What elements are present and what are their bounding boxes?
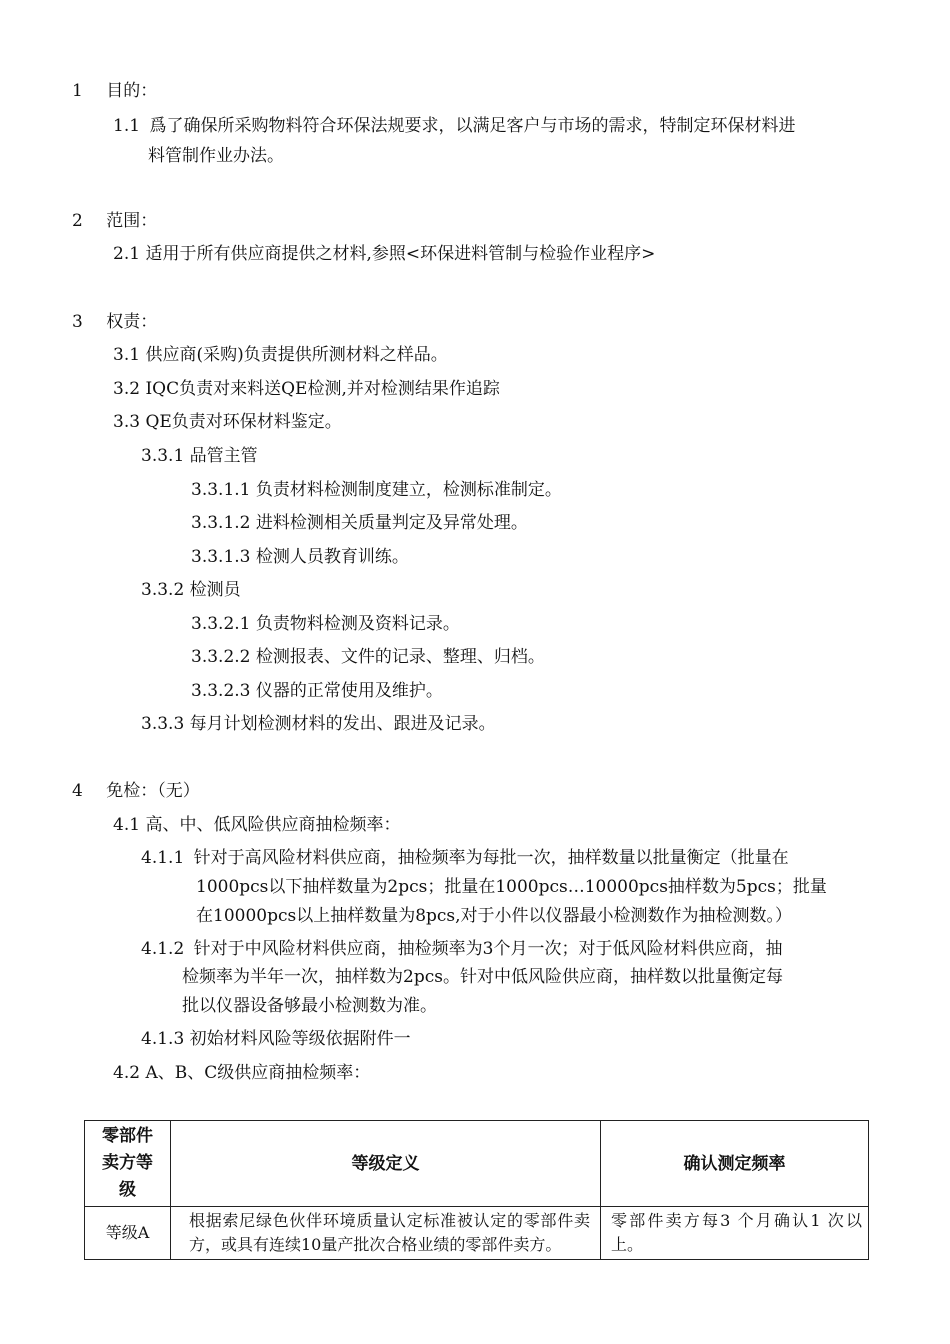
section-title: 权责：	[106, 312, 158, 332]
section-title: 免检：（无）	[106, 781, 200, 801]
section-title: 范围：	[106, 211, 158, 231]
item-3-3-3: 3.3.3 每月计划检测材料的发出、跟进及记录。	[141, 714, 496, 734]
cell-grade: 等级A	[85, 1207, 171, 1260]
item-3-2: 3.2 IQC负责对来料送QE检测,并对检测结果作追踪	[113, 379, 500, 399]
header-check-frequency: 确认测定频率	[601, 1121, 869, 1207]
header-line: 卖方等	[102, 1153, 153, 1173]
section-number: 3	[72, 312, 83, 332]
section-number: 1	[72, 81, 83, 101]
header-line: 零部件	[102, 1126, 153, 1146]
item-4-1: 4.1 高、中、低风险供应商抽检频率：	[113, 815, 401, 835]
item-4-1-2	[141, 934, 783, 964]
item-3-3-1-2: 3.3.1.2 进料检测相关质量判定及异常处理。	[191, 513, 528, 533]
section-title: 目的：	[106, 81, 158, 101]
item-text: 爲了确保所采购物料符合环保法规要求，以满足客户与市场的需求，特制定环保材料进	[149, 116, 796, 136]
item-3-1: 3.1 供应商(采购)负责提供所测材料之样品。	[113, 345, 448, 365]
item-1-1-continuation: 料管制作业办法。	[148, 146, 284, 166]
item-4-1-1-line-2: 1000pcs以下抽样数量为2pcs；批量在1000pcs…10000pcs抽样数为5pcs；批量	[196, 877, 827, 897]
header-grade-definition: 等级定义	[171, 1121, 601, 1207]
header-supplier-grade	[85, 1121, 171, 1207]
item-4-2: 4.2 A、B、C级供应商抽检频率：	[113, 1063, 371, 1083]
item-3-3-2-3: 3.3.2.3 仪器的正常使用及维护。	[191, 681, 443, 701]
cell-frequency: 零部件卖方每3 个月确认1 次以上。	[601, 1207, 869, 1260]
item-number: 4.1.2	[141, 939, 185, 959]
section-1-heading	[72, 76, 157, 106]
item-3-3-1-3: 3.3.1.3 检测人员教育训练。	[191, 547, 409, 567]
item-4-1-1	[141, 843, 789, 873]
section-4-heading	[72, 776, 200, 806]
item-text: 针对于高风险材料供应商，抽检频率为每批一次，抽样数量以批量衡定（批量在	[193, 848, 789, 868]
item-1-1	[113, 111, 795, 141]
header-line: 级	[119, 1180, 136, 1200]
item-number: 4.1.1	[141, 848, 185, 868]
item-4-1-3: 4.1.3 初始材料风险等级依据附件一	[141, 1029, 411, 1049]
item-text: 针对于中风险材料供应商，抽检频率为3个月一次；对于低风险材料供应商，抽	[193, 939, 783, 959]
cell-definition: 根据索尼绿色伙伴环境质量认定标准被认定的零部件卖方，或具有连续10量产批次合格业绩的零部件卖方。	[171, 1207, 601, 1260]
item-4-1-1-line-3: 在10000pcs以上抽样数量为8pcs,对于小件以仪器最小检测数作为抽检测数。）	[196, 906, 793, 926]
section-3-heading	[72, 307, 157, 337]
item-number: 1.1	[113, 116, 141, 136]
table-row	[85, 1207, 869, 1260]
item-2-1: 2.1 适用于所有供应商提供之材料,参照<环保进料管制与检验作业程序>	[113, 244, 656, 264]
item-3-3-2-1: 3.3.2.1 负责物料检测及资料记录。	[191, 614, 460, 634]
item-3-3-2: 3.3.2 检测员	[141, 580, 241, 600]
item-4-1-2-line-3: 批以仪器设备够最小检测数为准。	[182, 996, 437, 1016]
section-2-heading	[72, 206, 157, 236]
item-3-3-1-1: 3.3.1.1 负责材料检测制度建立，检测标准制定。	[191, 480, 562, 500]
item-3-3-2-2: 3.3.2.2 检测报表、文件的记录、整理、归档。	[191, 647, 545, 667]
item-3-3-1: 3.3.1 品管主管	[141, 446, 258, 466]
section-number: 4	[72, 781, 83, 801]
item-4-1-2-line-2: 检频率为半年一次，抽样数为2pcs。针对中低风险供应商，抽样数以批量衡定每	[182, 967, 783, 987]
supplier-grade-table	[84, 1120, 869, 1260]
section-number: 2	[72, 211, 83, 231]
item-3-3: 3.3 QE负责对环保材料鉴定。	[113, 412, 342, 432]
table-header-row	[85, 1121, 869, 1207]
